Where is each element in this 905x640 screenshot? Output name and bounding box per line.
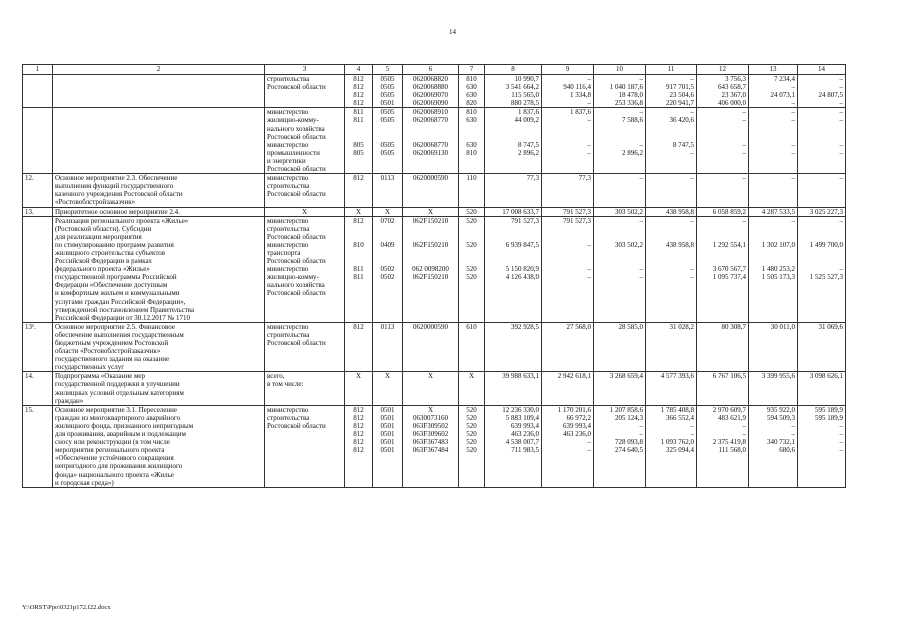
- amount-c14: – – – –: [798, 108, 846, 174]
- column-number-14: 14: [798, 65, 846, 75]
- amount-c12: 6 767 106,5: [697, 372, 749, 405]
- code-c7: 110: [459, 174, 485, 207]
- code-c5: 0702 0409 0502 0502: [373, 216, 403, 322]
- amount-c14: 3 025 227,3: [798, 207, 846, 216]
- amount-c11: –: [646, 174, 697, 207]
- executor: министерство строительства Ростовской области: [265, 174, 345, 207]
- amount-c9: 791 527,3 – – –: [542, 216, 594, 322]
- code-c6: 0620000590: [403, 322, 459, 372]
- column-number-5: 5: [373, 65, 403, 75]
- executor: министерство строительства Ростовской области министерство транспорта Ростовской области министерство жилищно-комму- нального хозяйства Ростовской области: [265, 216, 345, 322]
- amount-c10: 28 585,0: [594, 322, 646, 372]
- activity-name: Основное мероприятие 3.1. Переселение граждан из многоквартирного аварийного жилищного фонда, признанного непригодным для проживания, аварийным и подлежащим сносу или реконструкции (в том числе мероприятия регионального проекта «Обеспечение устойчивого сокращения непригодного для проживания жилищного фонда» национального проекта «Жилье и городская среда»): [53, 405, 265, 487]
- code-c6: 062F150210 062F150210 062 0098200 062F150210: [403, 216, 459, 322]
- amount-c13: 30 011,0: [749, 322, 798, 372]
- amount-c11: 31 028,2: [646, 322, 697, 372]
- amount-c9: 791 527,3: [542, 207, 594, 216]
- amount-c9: 2 942 618,1: [542, 372, 594, 405]
- page-number: 14: [449, 28, 456, 36]
- amount-c14: – 1 499 700,0 – 1 525 527,3: [798, 216, 846, 322]
- amount-c10: 303 502,2: [594, 207, 646, 216]
- column-number-13: 13: [749, 65, 798, 75]
- amount-c13: 4 287 533,5: [749, 207, 798, 216]
- amount-c9: 77,3: [542, 174, 594, 207]
- column-number-2: 2: [53, 65, 265, 75]
- amount-c12: – 1 292 554,1 3 670 567,7 1 095 737,4: [697, 216, 749, 322]
- activity-name: Приоритетное основное мероприятие 2.4.: [53, 207, 265, 216]
- amount-c8: 392 928,5: [485, 322, 542, 372]
- activity-name: Основное мероприятие 2.3. Обеспечение выполнения функций государственного казенного учреждения Ростовской области «Ростовоблстройзаказчик»: [53, 174, 265, 207]
- amount-c8: 10 990,7 3 541 664,2 115 565,0 880 278,5: [485, 75, 542, 108]
- column-number-row: [23, 65, 846, 75]
- code-c5: 0113: [373, 322, 403, 372]
- code-c7: Х: [459, 372, 485, 405]
- table-row: [23, 75, 846, 108]
- amount-c12: –: [697, 174, 749, 207]
- code-c6: Х: [403, 207, 459, 216]
- amount-c11: – 36 420,6 8 747,5 –: [646, 108, 697, 174]
- row-number: 15.: [23, 405, 53, 487]
- executor: Х: [265, 207, 345, 216]
- row-number: [23, 216, 53, 322]
- amount-c11: 4 577 393,6: [646, 372, 697, 405]
- amount-c13: –: [749, 174, 798, 207]
- amount-c8: 1 837,6 44 009,2 8 747,5 2 896,2: [485, 108, 542, 174]
- amount-c10: – 7 588,6 – 2 896,2: [594, 108, 646, 174]
- executor: министерство строительства Ростовской области: [265, 322, 345, 372]
- column-number-6: 6: [403, 65, 459, 75]
- table-row: [23, 405, 846, 487]
- amount-c8: 791 527,3 6 939 847,5 5 150 820,9 4 126 438,0: [485, 216, 542, 322]
- code-c7: 810 630 630 810: [459, 108, 485, 174]
- amount-c14: 3 098 626,1: [798, 372, 846, 405]
- amount-c12: 2 970 609,7 483 621,9 – – 2 375 419,8 111 568,0: [697, 405, 749, 487]
- file-path: Y:\ORST\Ppo\0321p172.f22.docx: [22, 604, 111, 611]
- amount-c14: 595 189,9 595 189,9 – – – –: [798, 405, 846, 487]
- column-number-3: 3: [265, 65, 345, 75]
- activity-name: Подпрограмма «Оказание мер государственной поддержки в улучшении жилищных условий отдельным категориям граждан»: [53, 372, 265, 405]
- amount-c10: – 303 502,2 – –: [594, 216, 646, 322]
- amount-c10: – 1 040 187,6 18 478,0 253 336,8: [594, 75, 646, 108]
- code-c4: 812: [345, 322, 373, 372]
- amount-c12: – – – –: [697, 108, 749, 174]
- amount-c10: 1 207 858,6 205 124,3 – – 728 093,8 274 640,5: [594, 405, 646, 487]
- amount-c14: – – 24 807,5 –: [798, 75, 846, 108]
- row-number: [23, 75, 53, 108]
- code-c6: Х: [403, 372, 459, 405]
- amount-c13: – – – –: [749, 108, 798, 174]
- column-number-4: 4: [345, 65, 373, 75]
- amount-c9: 27 568,0: [542, 322, 594, 372]
- activity-name: [53, 108, 265, 174]
- column-number-12: 12: [697, 65, 749, 75]
- code-c5: Х: [373, 372, 403, 405]
- amount-c14: 31 069,6: [798, 322, 846, 372]
- amount-c14: –: [798, 174, 846, 207]
- amount-c11: – 438 958,8 – –: [646, 216, 697, 322]
- amount-c13: 3 399 955,6: [749, 372, 798, 405]
- code-c5: 0505 0505 0505 0501: [373, 75, 403, 108]
- code-c6: 0620068820 0620068880 0620069070 0620069090: [403, 75, 459, 108]
- code-c4: 812 812 812 812 812 812: [345, 405, 373, 487]
- code-c4: Х: [345, 207, 373, 216]
- row-number: 12.: [23, 174, 53, 207]
- executor: министерство строительства Ростовской области: [265, 405, 345, 487]
- code-c5: 0505 0505 0505 0505: [373, 108, 403, 174]
- table-row: [23, 174, 846, 207]
- executor: министерство жилищно-комму- нального хозяйства Ростовской области министерство промышленности и энергетики Ростовской области: [265, 108, 345, 174]
- amount-c9: 1 837,6 – – –: [542, 108, 594, 174]
- activity-name: [53, 75, 265, 108]
- table-row: [23, 207, 846, 216]
- code-c6: 0620000590: [403, 174, 459, 207]
- activity-name: Реализация регионального проекта «Жилье» (Ростовской области). Субсидии для реализации мероприятия по стимулированию программ развития жилищного строительства субъектов Российской Федерации в рамках федерального проекта «Жилье» государственной программы Российской Федерации «Обеспечение доступным и комфортным жильем и коммунальными услугами граждан Российской Федерации», утвержденной постановлением Правительства Российской Федерации от 30.12.2017 № 1710: [53, 216, 265, 322]
- column-number-7: 7: [459, 65, 485, 75]
- column-number-11: 11: [646, 65, 697, 75]
- code-c7: 520: [459, 207, 485, 216]
- amount-c11: 1 785 408,8 366 552,4 – – 1 093 762,0 325 094,4: [646, 405, 697, 487]
- amount-c8: 17 008 633,7: [485, 207, 542, 216]
- table-row: [23, 108, 846, 174]
- amount-c13: 7 234,4 – 24 073,1 –: [749, 75, 798, 108]
- code-c7: 810 630 630 820: [459, 75, 485, 108]
- amount-c8: 12 236 330,0 5 883 109,4 639 993,4 463 236,0 4 538 007,7 711 983,5: [485, 405, 542, 487]
- code-c6: Х 0630073160 063F309502 063F309602 063F367483 063F367484: [403, 405, 459, 487]
- table-row: [23, 372, 846, 405]
- row-number: 13¹.: [23, 322, 53, 372]
- code-c4: 811 811 805 805: [345, 108, 373, 174]
- amount-c12: 80 308,7: [697, 322, 749, 372]
- table-row: [23, 322, 846, 372]
- amount-c12: 3 756,3 643 658,7 23 367,0 406 000,0: [697, 75, 749, 108]
- amount-c11: – 917 701,5 23 504,6 220 941,7: [646, 75, 697, 108]
- column-number-9: 9: [542, 65, 594, 75]
- executor: строительства Ростовской области: [265, 75, 345, 108]
- code-c4: Х: [345, 372, 373, 405]
- column-number-8: 8: [485, 65, 542, 75]
- code-c5: 0113: [373, 174, 403, 207]
- budget-table: [22, 64, 846, 488]
- activity-name: Основное мероприятие 2.5. Финансовое обеспечение выполнения государственным бюджетным учреждением Ростовской области «Ростовоблстройзаказчик» государственного задания на оказание государственных услуг: [53, 322, 265, 372]
- amount-c13: – 1 302 107,0 1 480 253,2 1 505 173,3: [749, 216, 798, 322]
- code-c7: 610: [459, 322, 485, 372]
- amount-c8: 77,3: [485, 174, 542, 207]
- code-c7: 520 520 520 520 520 520: [459, 405, 485, 487]
- amount-c12: 6 058 859,2: [697, 207, 749, 216]
- amount-c8: 39 988 633,1: [485, 372, 542, 405]
- code-c6: 0620068910 0620068770 0620068770 0620069130: [403, 108, 459, 174]
- code-c4: 812 810 811 811: [345, 216, 373, 322]
- amount-c9: – 940 116,4 1 334,8 –: [542, 75, 594, 108]
- code-c4: 812: [345, 174, 373, 207]
- code-c5: Х: [373, 207, 403, 216]
- row-number: 13.: [23, 207, 53, 216]
- row-number: [23, 108, 53, 174]
- code-c4: 812 812 812 812: [345, 75, 373, 108]
- amount-c9: 1 170 201,6 66 972,2 639 993,4 463 236,0 – –: [542, 405, 594, 487]
- amount-c11: 438 958,8: [646, 207, 697, 216]
- code-c7: 520 520 520 520: [459, 216, 485, 322]
- table-row: [23, 216, 846, 322]
- amount-c10: 3 268 659,4: [594, 372, 646, 405]
- code-c5: 0501 0501 0501 0501 0501 0501: [373, 405, 403, 487]
- column-number-10: 10: [594, 65, 646, 75]
- row-number: 14.: [23, 372, 53, 405]
- amount-c10: –: [594, 174, 646, 207]
- executor: всего, в том числе:: [265, 372, 345, 405]
- column-number-1: 1: [23, 65, 53, 75]
- amount-c13: 935 922,0 594 509,3 – – 340 732,1 680,6: [749, 405, 798, 487]
